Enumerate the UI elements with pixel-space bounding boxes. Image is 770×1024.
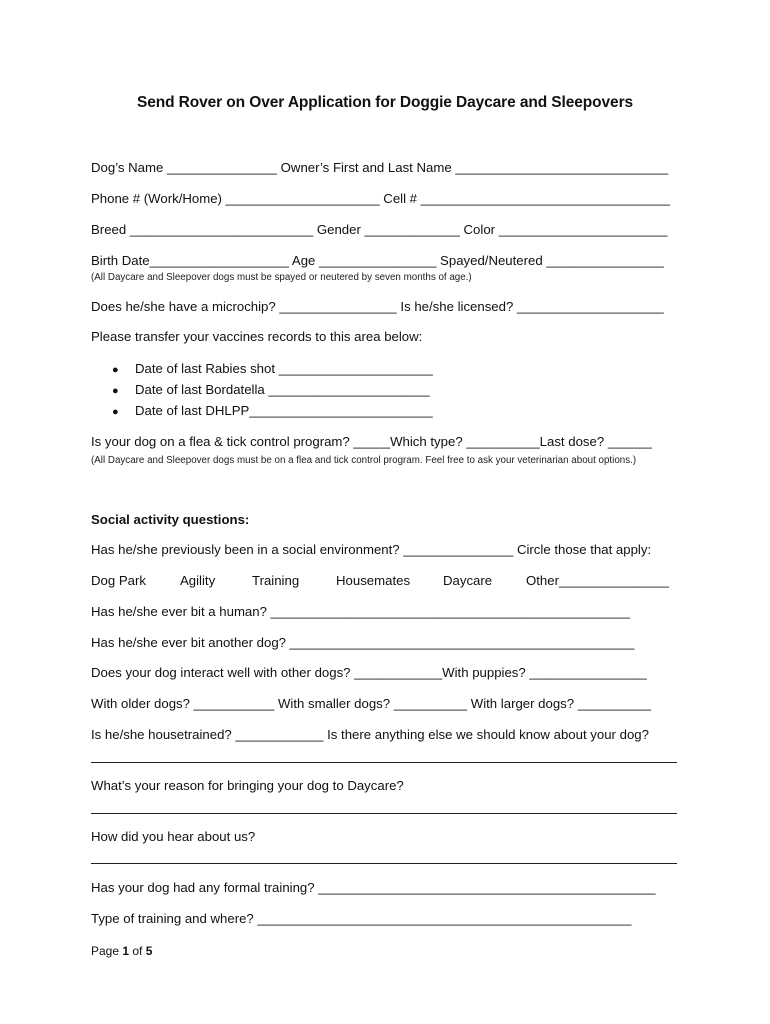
- flea-tick-line: Is your dog on a flea & tick control program? _____Which type? __________Last dose? ______: [91, 434, 652, 449]
- vaccine-rabies-text: Date of last Rabies shot _____________________: [135, 361, 433, 376]
- bit-dog-line: Has he/she ever bit another dog? _______________________________________________: [91, 635, 635, 650]
- page-number: [91, 944, 152, 958]
- page-total: 5: [145, 944, 153, 958]
- page-current: 1: [122, 944, 130, 958]
- vaccine-dhlpp-line: [112, 402, 702, 421]
- social-environment-line: Has he/she previously been in a social environment? _______________ Circle those that apply:: [91, 542, 652, 557]
- bit-human-line: Has he/she ever bit a human? _________________________________________________: [91, 604, 630, 619]
- dog-name-owner-line: Dog’s Name _______________ Owner’s First and Last Name _____________________________: [91, 160, 669, 175]
- spay-neuter-note: (All Daycare and Sleepover dogs must be spayed or neutered by seven months of age.): [91, 272, 472, 283]
- vaccine-dhlpp-text: Date of last DHLPP_________________________: [135, 403, 433, 418]
- birth-age-spayed-line: Birth Date___________________ Age ________________ Spayed/Neutered ________________: [91, 253, 664, 268]
- activity-agility: Agility: [180, 573, 216, 588]
- bullet-icon: ●: [112, 406, 119, 418]
- training-type-line: Type of training and where? ___________________________________________________: [91, 911, 632, 926]
- vaccine-bordatella-line: [112, 381, 702, 400]
- page-title: Send Rover on Over Application for Doggie Daycare and Sleepovers: [136, 94, 634, 111]
- activity-dog-park: Dog Park: [91, 573, 146, 588]
- page-of: of: [129, 944, 146, 958]
- breed-gender-color-line: Breed _________________________ Gender _____________ Color _______________________: [91, 222, 668, 237]
- bullet-icon: ●: [112, 364, 119, 376]
- vaccines-intro: Please transfer your vaccines records to this area below:: [91, 329, 423, 344]
- interact-puppies-line: Does your dog interact well with other dogs? ____________With puppies? ________________: [91, 665, 647, 680]
- answer-rule: [91, 863, 677, 864]
- bullet-icon: ●: [112, 385, 119, 397]
- formal-training-line: Has your dog had any formal training? ______________________________________________: [91, 880, 656, 895]
- activity-other: Other_______________: [526, 573, 669, 588]
- page-prefix: Page: [91, 944, 123, 958]
- vaccine-rabies-line: [112, 360, 702, 379]
- answer-rule: [91, 762, 677, 763]
- phone-cell-line: Phone # (Work/Home) _____________________ Cell # __________________________________: [91, 191, 671, 206]
- answer-rule: [91, 813, 677, 814]
- social-heading: Social activity questions:: [91, 512, 250, 527]
- microchip-licensed-line: Does he/she have a microchip? ________________ Is he/she licensed? ____________________: [91, 299, 664, 314]
- hear-about-line: How did you hear about us?: [91, 829, 256, 844]
- reason-line: What’s your reason for bringing your dog to Daycare?: [91, 778, 404, 793]
- activity-training: Training: [252, 573, 300, 588]
- flea-tick-note: (All Daycare and Sleepover dogs must be on a flea and tick control program. Feel free to ask your veterinarian about options.): [91, 455, 637, 466]
- housetrained-line: Is he/she housetrained? ____________ Is there anything else we should know about your dog?: [91, 727, 649, 742]
- activity-daycare: Daycare: [443, 573, 493, 588]
- activity-housemates: Housemates: [336, 573, 411, 588]
- vaccine-bordatella-text: Date of last Bordatella ______________________: [135, 382, 430, 397]
- older-smaller-larger-line: With older dogs? ___________ With smaller dogs? __________ With larger dogs? __________: [91, 696, 652, 711]
